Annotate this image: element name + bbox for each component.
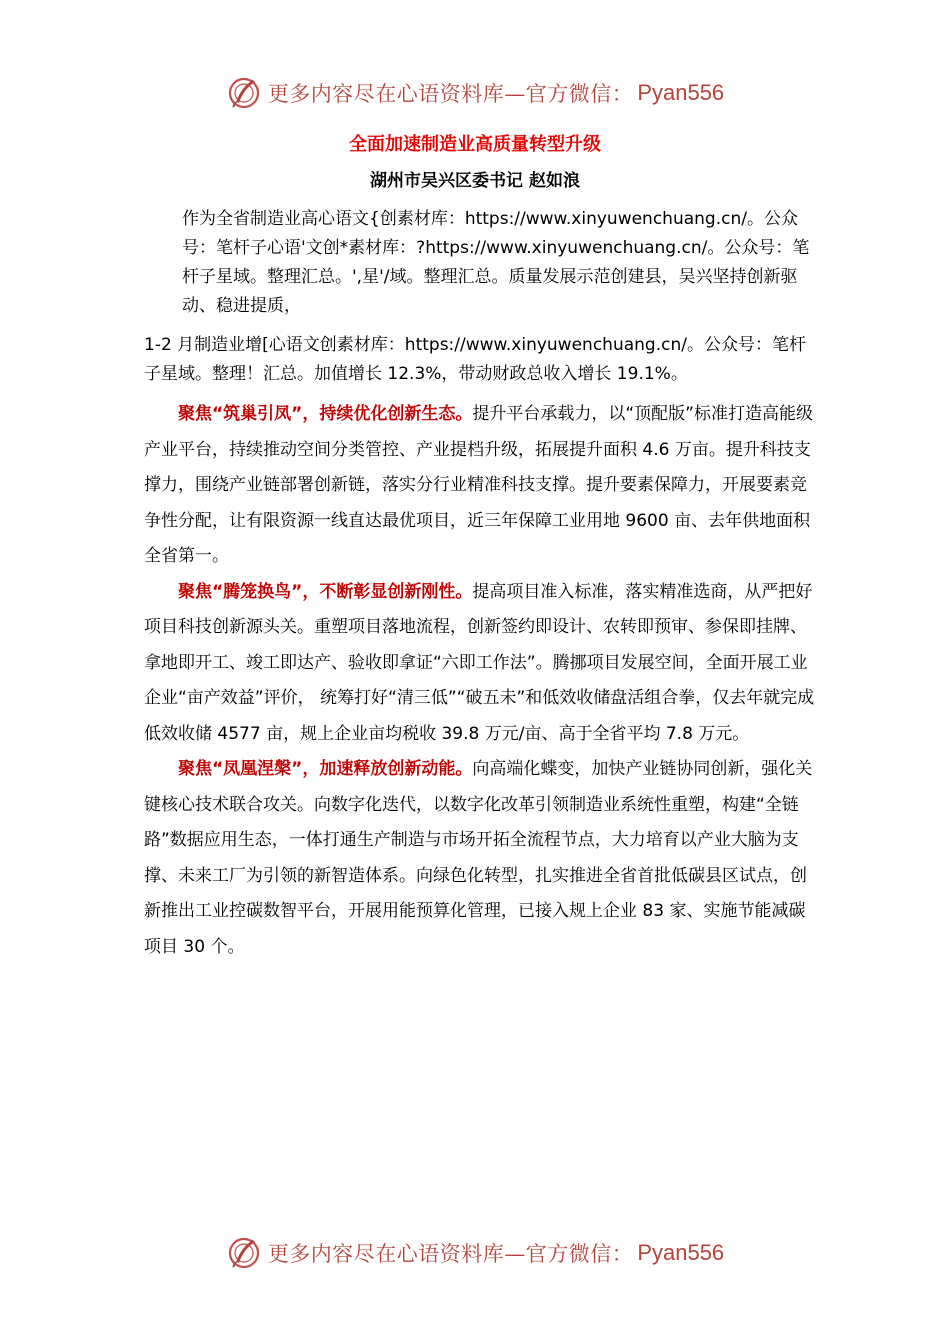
document-author: 湖州市吴兴区委书记 赵如浪: [370, 171, 580, 191]
intro-paragraph: 作为全省制造业高心语文{创素材库：https://www.xinyuwenchuang.cn/。公众号：笔杆子心语'文创*素材库：?https://www.xinyuwenchuang.cn/。公众号：笔杆子星域。整理汇总。',星'/域。整理汇总。质量发展示范创建县，吴兴坚持创新驱动、稳进提质，: [182, 209, 810, 316]
feather-pen-logo-icon: [226, 75, 262, 111]
section-lead: 聚焦“筑巢引凤”，持续优化创新生态。: [178, 404, 473, 424]
banner-handle: Pyan556: [637, 1240, 725, 1265]
section-body: 提升平台承载力，以“顶配版”标准打造高能级产业平台，持续推动空间分类管控、产业提档升级，拓展提升面积 4.6 万亩。提升科技支撑力，围绕产业链部署创新链，落实分行业精准科技支撑。提升要素保障力，开展要素竞争性分配，让有限资源一线直达最优项目，近三年保障工业用地 9600 亩、去年供地面积全省第一。: [144, 404, 813, 566]
section-paragraph: [144, 397, 816, 575]
stat-paragraph: 1-2 月制造业增[心语文创素材库：https://www.xinyuwenchuang.cn/。公众号：笔杆子星域。整理！汇总。加值增长 12.3%，带动财政总收入增长 19.1%。: [144, 335, 806, 384]
banner-handle: Pyan556: [637, 80, 725, 105]
section-lead: 聚焦“凤凰涅槃”，加速释放创新动能。: [178, 759, 473, 779]
section-paragraph: [144, 575, 816, 753]
feather-pen-logo-icon: [226, 1235, 262, 1271]
section-body: 提高项目准入标准，落实精准选商，从严把好项目科技创新源头关。重塑项目落地流程，创新签约即设计、农转即预审、参保即挂牌、拿地即开工、竣工即达产、验收即拿证“六即工作法”。腾挪项目发展空间，全面开展工业企业“亩产效益”评价， 统筹打好“清三低”“破五未”和低效收储盘活组合拳，仅去年就完成低效收储 4577 亩，规上企业亩均税收 39.8 万元/亩、高于全省平均 7.8 万元。: [144, 581, 815, 744]
section-lead: 聚焦“腾笼换鸟”，不断彰显创新刚性。: [178, 581, 473, 602]
footer-banner: [0, 1233, 950, 1273]
banner-text: 更多内容尽在心语资料库—官方微信：: [267, 1242, 634, 1266]
section-body: 向高端化蝶变，加快产业链协同创新，强化关键核心技术联合攻关。向数字化迭代，以数字化改革引领制造业系统性重塑，构建“全链路”数据应用生态，一体打通生产制造与市场开拓全流程节点，大力培育以产业大脑为支撑、未来工厂为引领的新智造体系。向绿色化转型，扎实推进全省首批低碳县区试点，创新推出工业控碳数智平台，开展用能预算化管理，已接入规上企业 83 家、实施节能减碳项目 30 个。: [144, 759, 813, 957]
document-body: [144, 205, 816, 965]
section-paragraph: [144, 752, 816, 965]
header-banner: [0, 73, 950, 113]
banner-text: 更多内容尽在心语资料库—官方微信：: [267, 82, 634, 106]
document-title: 全面加速制造业高质量转型升级: [349, 134, 601, 155]
